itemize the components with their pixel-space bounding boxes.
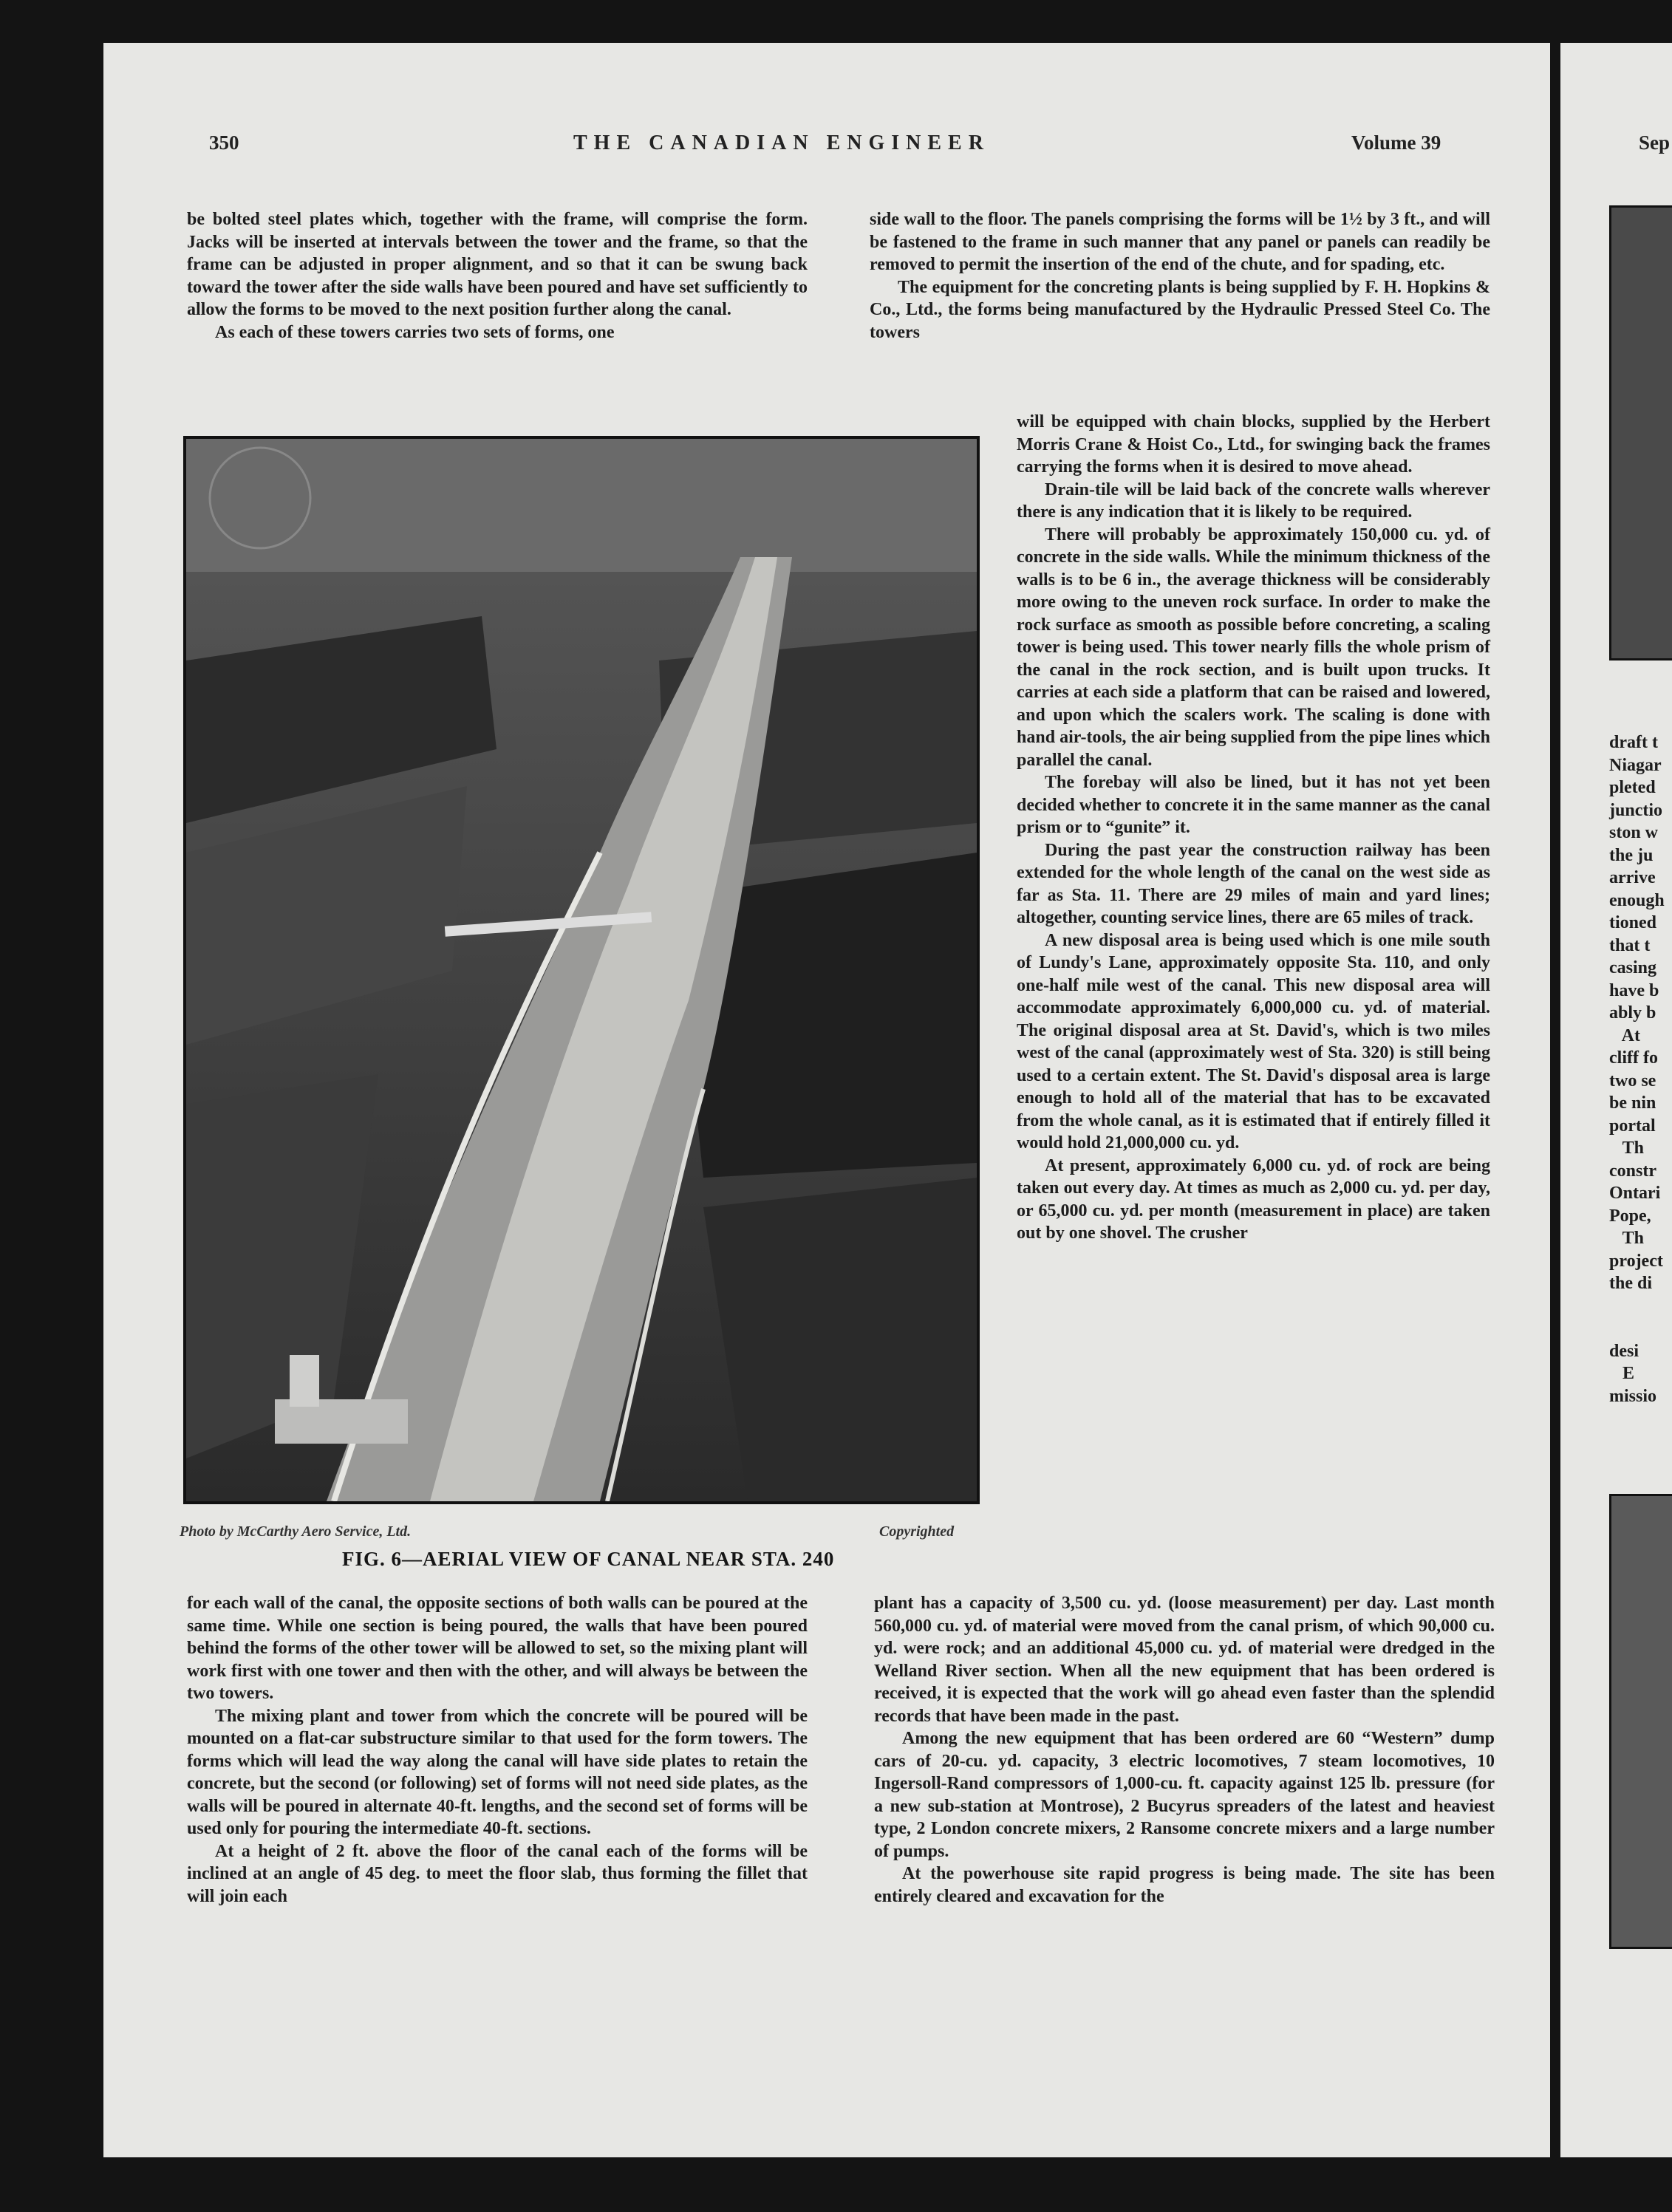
- adjacent-line: tioned: [1609, 913, 1657, 932]
- adjacent-line: ably b: [1609, 1003, 1656, 1023]
- adjacent-line: Th: [1609, 1229, 1644, 1248]
- journal-title: THE CANADIAN ENGINEER: [573, 132, 990, 154]
- aerial-photo: [183, 436, 980, 1504]
- adjacent-line: Ontari: [1609, 1184, 1661, 1203]
- adjacent-line: two se: [1609, 1071, 1656, 1090]
- paragraph: Drain-tile will be laid back of the concrete walls wherever there is any indication that it is likely to be required.: [1017, 479, 1490, 522]
- paragraph: for each wall of the canal, the opposite sections of both walls can be poured at the same time. While one section is being poured, the walls that have been poured behind the forms of the other tower will be allowed to set, so the mixing plant will work first with one tower and then with the other, and will always be between the two towers.: [187, 1594, 808, 1703]
- adjacent-line: the di: [1609, 1274, 1653, 1293]
- adjacent-line: portal: [1609, 1116, 1656, 1136]
- paragraph: will be equipped with chain blocks, supplied by the Herbert Morris Crane & Hoist Co., Ltd., for swinging back the frames carrying the forms when it is desired to move ahead.: [1017, 412, 1490, 477]
- adjacent-line: missio: [1609, 1386, 1657, 1406]
- adjacent-line: ston w: [1609, 823, 1659, 842]
- adjacent-line: At: [1609, 1025, 1640, 1045]
- adjacent-line: junctio: [1609, 800, 1662, 820]
- left-column-bottom: [187, 1592, 808, 1908]
- adjacent-line: Pope,: [1609, 1206, 1651, 1226]
- paragraph: During the past year the construction railway has been extended for the whole length of the canal on the west side as far as Sta. 11. There are 29 miles of main and yard lines; altogether, counting service lines, there are 65 miles of track.: [1017, 840, 1490, 927]
- adjacent-line: pleted: [1609, 778, 1656, 797]
- adjacent-line: draft t: [1609, 733, 1658, 752]
- right-column-bottom: [874, 1592, 1495, 1908]
- paragraph: side wall to the floor. The panels comprising the forms will be 1½ by 3 ft., and will be fastened to the frame in such manner that any panel or panels can readily be removed to permit the insertion of the end of the chute, and for spading, etc.: [870, 210, 1490, 274]
- paragraph: be bolted steel plates which, together with the frame, will comprise the form. Jacks will be inserted at intervals between the tower and the frame, so that the frame can be adjusted in proper alignment, and so that it can be swung back toward the tower after the side walls have been poured and have set sufficiently to allow the forms to be moved to the next position further along the canal.: [187, 210, 808, 319]
- adjacent-line: desi: [1609, 1341, 1639, 1361]
- figure-caption: FIG. 6—AERIAL VIEW OF CANAL NEAR STA. 240: [342, 1548, 835, 1570]
- paragraph: The mixing plant and tower from which the concrete will be poured will be mounted on a flat-car substructure similar to that used for the form towers. The forms which will lead the way along the canal will have side plates to retain the concrete, but the second (or following) set of forms will not need side plates, as the walls will be poured in alternate 40-ft. lengths, and the second set of forms will be used only for pouring the intermediate 40-ft. sections.: [187, 1706, 808, 1838]
- paragraph: At a height of 2 ft. above the floor of the canal each of the forms will be inclined at an angle of 45 deg. to meet the floor slab, thus forming the fillet that will join each: [187, 1841, 808, 1906]
- adjacent-line: cliff fo: [1609, 1048, 1658, 1068]
- paragraph: As each of these towers carries two sets of forms, one: [215, 322, 615, 342]
- paragraph: The equipment for the concreting plants is being supplied by F. H. Hopkins & Co., Ltd., the forms being manufactured by the Hydraulic Pressed Steel Co. The towers: [870, 277, 1490, 342]
- paragraph: Among the new equipment that has been ordered are 60 “Western” dump cars of 20-cu. yd. capacity, 3 electric locomotives, 7 steam locomotives, 10 Ingersoll-Rand compressors of 1,000-cu. ft. capacity against 125 lb. pressure (for a new sub-station at Montrose), 2 Bucyrus spreaders of the latest and heaviest type, 2 London concrete mixers, 2 Ransome concrete mixers and a large number of pumps.: [874, 1729, 1495, 1861]
- page-number: 350: [209, 132, 239, 154]
- adjacent-page-text: [1609, 731, 1665, 1407]
- photo-credit: Photo by McCarthy Aero Service, Ltd.: [180, 1523, 412, 1540]
- adjacent-line: [1609, 1295, 1665, 1318]
- text-beside-photo: [1017, 411, 1490, 1245]
- adjacent-line: project: [1609, 1251, 1663, 1271]
- adjacent-line: [1609, 1317, 1665, 1340]
- adjacent-line: be nin: [1609, 1093, 1656, 1113]
- paragraph: The forebay will also be lined, but it has not yet been decided whether to concrete it in the same manner as the canal prism or to “gunite” it.: [1017, 773, 1490, 837]
- adjacent-line: casing: [1609, 958, 1657, 977]
- adjacent-line: constr: [1609, 1161, 1656, 1181]
- adjacent-page-header: Sep: [1639, 132, 1671, 154]
- paragraph: A new disposal area is being used which is one mile south of Lundy's Lane, approximately opposite Sta. 110, and only one-half mile west of the canal. This new disposal area will accommodate approximately 6,000,000 cu. yd. of material. The original disposal area at St. David's, which is two miles west of the canal (approximately west of Sta. 320) is still being used to a certain extent. The St. David's disposal area is large enough to hold all of the material that has to be excavated from the whole canal, as it is estimated that if entirely filled it would hold 21,000,000 cu. yd.: [1017, 930, 1490, 1153]
- adjacent-line: Niagar: [1609, 755, 1662, 775]
- adjacent-line: have b: [1609, 980, 1659, 1000]
- left-column-top: [187, 208, 808, 344]
- adjacent-line: the ju: [1609, 845, 1654, 865]
- paragraph: At present, approximately 6,000 cu. yd. of rock are being taken out every day. At times as much as 2,000 cu. yd. per day, or 65,000 cu. yd. per month (measurement in place) are taken out by one shovel. The crusher: [1017, 1156, 1490, 1243]
- adjacent-line: that t: [1609, 935, 1651, 955]
- adjacent-page-photo-2: [1609, 1494, 1672, 1949]
- volume-label: Volume 39: [1351, 132, 1441, 154]
- aerial-photo-image: [186, 439, 977, 1501]
- adjacent-line: E: [1609, 1364, 1635, 1383]
- paragraph: There will probably be approximately 150,000 cu. yd. of concrete in the side walls. While the minimum thickness of the walls is to be 6 in., the average thickness will be considerably more owing to the uneven rock surface. In order to make the rock surface as smooth as possible before concreting, a scaling tower is being used. This tower nearly fills the whole prism of the canal in the rock section, and is built upon trucks. It carries at each side a platform that can be raised and lowered, and upon which the scalers work. The scaling is done with hand air-tools, the air being supplied from the pipe lines which parallel the canal.: [1017, 525, 1490, 770]
- copyright-note: Copyrighted: [879, 1523, 955, 1540]
- paragraph: plant has a capacity of 3,500 cu. yd. (loose measurement) per day. Last month 560,000 cu. yd. of material were moved from the canal prism, of which 90,000 cu. yd. were rock; and an additional 45,000 cu. yd. of material were dredged in the Welland River section. When all the new equipment that has been ordered is received, it is expected that the work will go ahead even faster than the splendid records that have been made in the past.: [874, 1594, 1495, 1726]
- adjacent-line: Th: [1609, 1139, 1644, 1158]
- adjacent-page-photo: [1609, 205, 1672, 660]
- right-column-top: [870, 208, 1490, 344]
- adjacent-line: arrive: [1609, 868, 1656, 887]
- paragraph: At the powerhouse site rapid progress is being made. The site has been entirely cleared and excavation for the: [874, 1864, 1495, 1906]
- adjacent-line: enough: [1609, 890, 1665, 910]
